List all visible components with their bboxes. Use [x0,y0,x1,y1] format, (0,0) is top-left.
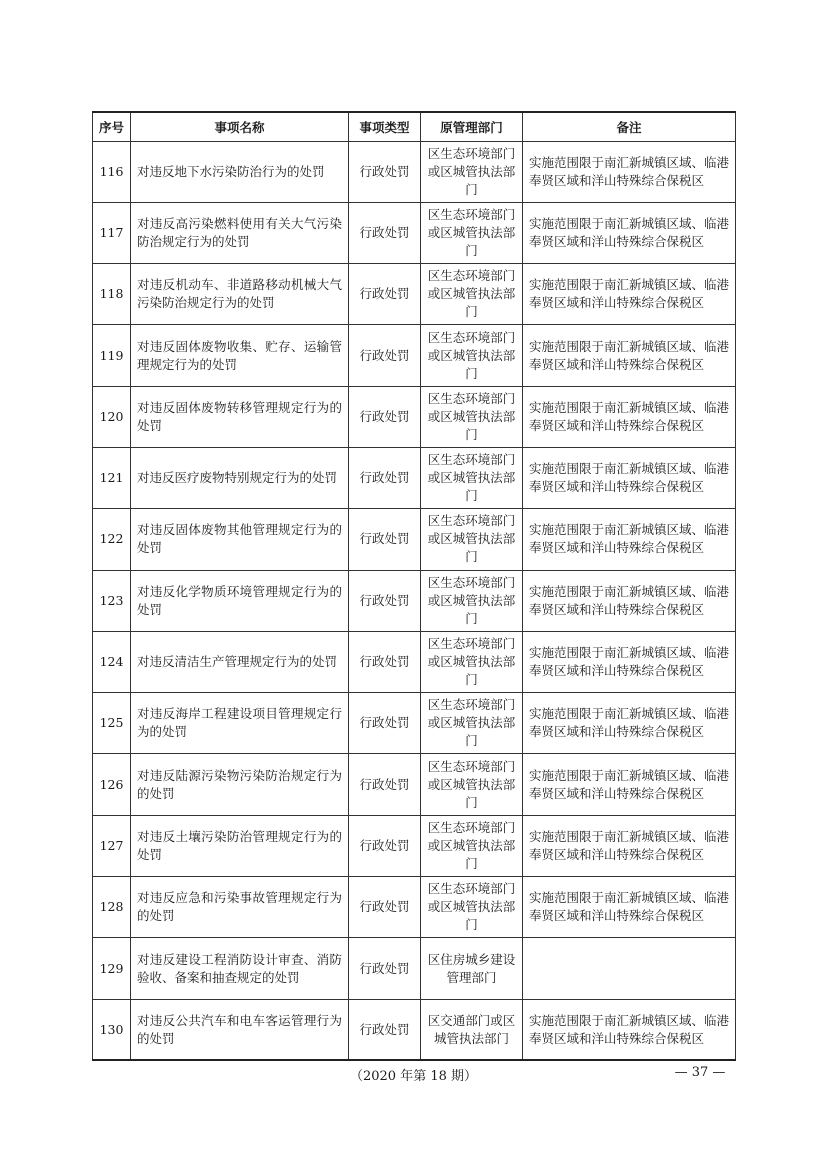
cell-remarks: 实施范围限于南汇新城镇区域、临港奉贤区域和洋山特殊综合保税区 [523,631,736,692]
cell-item-type: 行政处罚 [349,754,421,815]
cell-serial: 124 [93,631,131,692]
cell-serial: 127 [93,815,131,876]
cell-item-type: 行政处罚 [349,202,421,263]
cell-remarks: 实施范围限于南汇新城镇区域、临港奉贤区域和洋山特殊综合保税区 [523,815,736,876]
cell-serial: 129 [93,938,131,999]
cell-remarks: 实施范围限于南汇新城镇区域、临港奉贤区域和洋山特殊综合保税区 [523,386,736,447]
cell-serial: 120 [93,386,131,447]
cell-item-name: 对违反固体废物收集、贮存、运输管理规定行为的处罚 [131,325,349,386]
cell-remarks: 实施范围限于南汇新城镇区域、临港奉贤区域和洋山特殊综合保税区 [523,693,736,754]
table-row [93,815,736,876]
cell-original-dept: 区生态环境部门或区城管执法部门 [421,631,523,692]
cell-item-type: 行政处罚 [349,141,421,202]
cell-remarks: 实施范围限于南汇新城镇区域、临港奉贤区域和洋山特殊综合保税区 [523,447,736,508]
cell-serial: 130 [93,999,131,1060]
table-row [93,202,736,263]
cell-item-name: 对违反固体废物转移管理规定行为的处罚 [131,386,349,447]
cell-item-name: 对违反地下水污染防治行为的处罚 [131,141,349,202]
cell-item-name: 对违反应急和污染事故管理规定行为的处罚 [131,877,349,938]
table-row [93,693,736,754]
cell-original-dept: 区生态环境部门或区城管执法部门 [421,264,523,325]
cell-serial: 116 [93,141,131,202]
cell-remarks [523,938,736,999]
table-row [93,938,736,999]
table-row [93,631,736,692]
header-remarks: 备注 [523,112,736,141]
cell-serial: 122 [93,509,131,570]
table-header-row [93,112,736,141]
cell-original-dept: 区生态环境部门或区城管执法部门 [421,509,523,570]
page-number: — 37 — [674,1065,726,1080]
table-row [93,877,736,938]
cell-original-dept: 区生态环境部门或区城管执法部门 [421,754,523,815]
cell-original-dept: 区生态环境部门或区城管执法部门 [421,815,523,876]
table-row [93,509,736,570]
cell-remarks: 实施范围限于南汇新城镇区域、临港奉贤区域和洋山特殊综合保税区 [523,325,736,386]
cell-item-type: 行政处罚 [349,815,421,876]
cell-item-type: 行政处罚 [349,509,421,570]
cell-item-name: 对违反建设工程消防设计审查、消防验收、备案和抽查规定的处罚 [131,938,349,999]
table-row [93,325,736,386]
cell-remarks: 实施范围限于南汇新城镇区域、临港奉贤区域和洋山特殊综合保税区 [523,877,736,938]
cell-item-type: 行政处罚 [349,264,421,325]
cell-item-name: 对违反固体废物其他管理规定行为的处罚 [131,509,349,570]
cell-remarks: 实施范围限于南汇新城镇区域、临港奉贤区域和洋山特殊综合保税区 [523,509,736,570]
cell-serial: 119 [93,325,131,386]
cell-remarks: 实施范围限于南汇新城镇区域、临港奉贤区域和洋山特殊综合保税区 [523,141,736,202]
cell-item-name: 对违反医疗废物特别规定行为的处罚 [131,447,349,508]
cell-item-name: 对违反清洁生产管理规定行为的处罚 [131,631,349,692]
cell-item-type: 行政处罚 [349,447,421,508]
cell-item-name: 对违反公共汽车和电车客运管理行为的处罚 [131,999,349,1060]
cell-serial: 126 [93,754,131,815]
table-row [93,386,736,447]
table-row [93,264,736,325]
item-table [92,111,736,1061]
cell-original-dept: 区生态环境部门或区城管执法部门 [421,325,523,386]
table-row [93,754,736,815]
cell-item-type: 行政处罚 [349,999,421,1060]
header-item-name: 事项名称 [131,112,349,141]
table-row [93,570,736,631]
cell-item-type: 行政处罚 [349,325,421,386]
table-row [93,447,736,508]
cell-original-dept: 区生态环境部门或区城管执法部门 [421,693,523,754]
cell-item-name: 对违反土壤污染防治管理规定行为的处罚 [131,815,349,876]
header-item-type: 事项类型 [349,112,421,141]
cell-remarks: 实施范围限于南汇新城镇区域、临港奉贤区域和洋山特殊综合保税区 [523,570,736,631]
cell-original-dept: 区生态环境部门或区城管执法部门 [421,386,523,447]
cell-original-dept: 区住房城乡建设管理部门 [421,938,523,999]
cell-original-dept: 区生态环境部门或区城管执法部门 [421,570,523,631]
cell-serial: 128 [93,877,131,938]
table-row [93,999,736,1060]
cell-item-name: 对违反化学物质环境管理规定行为的处罚 [131,570,349,631]
cell-remarks: 实施范围限于南汇新城镇区域、临港奉贤区域和洋山特殊综合保税区 [523,999,736,1060]
header-serial: 序号 [93,112,131,141]
cell-item-name: 对违反陆源污染物污染防治规定行为的处罚 [131,754,349,815]
cell-original-dept: 区生态环境部门或区城管执法部门 [421,202,523,263]
cell-item-name: 对违反高污染燃料使用有关大气污染防治规定行为的处罚 [131,202,349,263]
cell-remarks: 实施范围限于南汇新城镇区域、临港奉贤区域和洋山特殊综合保税区 [523,264,736,325]
cell-remarks: 实施范围限于南汇新城镇区域、临港奉贤区域和洋山特殊综合保税区 [523,202,736,263]
cell-item-type: 行政处罚 [349,877,421,938]
cell-serial: 125 [93,693,131,754]
cell-item-name: 对违反海岸工程建设项目管理规定行为的处罚 [131,693,349,754]
cell-original-dept: 区生态环境部门或区城管执法部门 [421,447,523,508]
cell-serial: 121 [93,447,131,508]
cell-serial: 117 [93,202,131,263]
table-row [93,141,736,202]
cell-item-type: 行政处罚 [349,938,421,999]
cell-item-type: 行政处罚 [349,386,421,447]
cell-remarks: 实施范围限于南汇新城镇区域、临港奉贤区域和洋山特殊综合保税区 [523,754,736,815]
cell-item-type: 行政处罚 [349,693,421,754]
cell-item-name: 对违反机动车、非道路移动机械大气污染防治规定行为的处罚 [131,264,349,325]
issue-number: （2020 年第 18 期） [349,1069,478,1084]
cell-original-dept: 区生态环境部门或区城管执法部门 [421,877,523,938]
header-original-dept: 原管理部门 [421,112,523,141]
cell-original-dept: 区生态环境部门或区城管执法部门 [421,141,523,202]
cell-serial: 118 [93,264,131,325]
cell-item-type: 行政处罚 [349,631,421,692]
cell-item-type: 行政处罚 [349,570,421,631]
cell-serial: 123 [93,570,131,631]
cell-original-dept: 区交通部门或区城管执法部门 [421,999,523,1060]
